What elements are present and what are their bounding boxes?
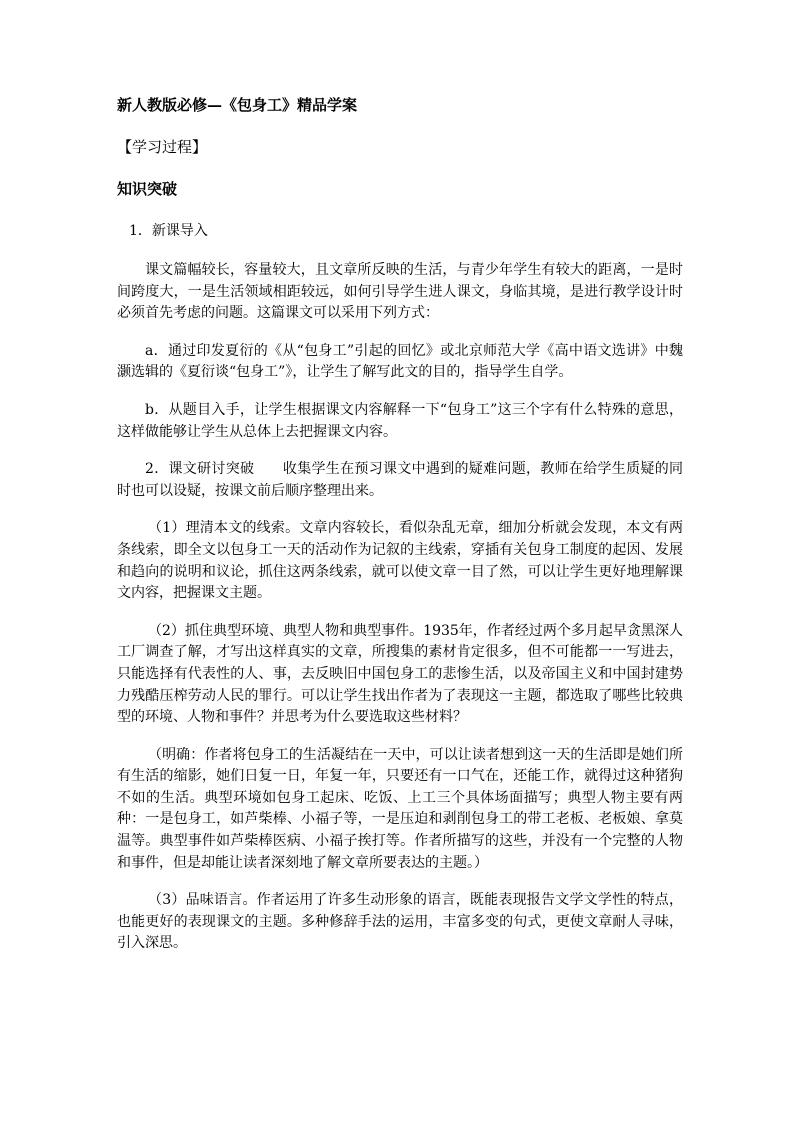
section-label-learning-process: 【学习过程】 bbox=[117, 138, 208, 156]
document-title: 新人教版必修—《包身工》精品学案 bbox=[117, 96, 358, 114]
paragraph-method-b: b．从题目入手，让学生根据课文内容解释一下“包身工”这三个字有什么特殊的意思，这样做能够让学生从总体上去把握课文内容。 bbox=[117, 401, 683, 440]
item-heading-intro: 1．新课导入 bbox=[129, 223, 208, 239]
paragraph-point-2: （2）抓住典型环境、典型人物和典型事件。1935年，作者经过两个多月起早贪黑深人工厂调查了解，才写出这样真实的文章，所搜集的素材肯定很多，但不可能都一一写进去，只能选择有代表性的人、事，去反映旧中国包身工的悲惨生活，以及帝国主义和中国封建势力残酷压榨劳动人民的罪行。可以让学生找出作者为了表现这一主题，都选取了哪些比较典型的环境、人物和事件？并思考为什么要选取这些材料？ bbox=[117, 622, 683, 726]
paragraph-intro-text: 课文篇幅较长，容量较大，且文章所反映的生活，与青少年学生有较大的距离，一是时间跨度大，一是生活领域相距较远，如何引导学生进人课文，身临其境，是进行教学设计时必须首先考虑的问题。这篇课文可以采用下列方式： bbox=[117, 262, 683, 322]
paragraph-point-1: （1）理清本文的线索。文章内容较长，看似杂乱无章，细加分析就会发现，本文有两条线索，即全文以包身工一天的活动作为记叙的主线索，穿插有关包身工制度的起因、发展和趋向的说明和议论，抓住这两条线索，就可以使文章一目了然，可以让学生更好地理解课文内容，把握课文主题。 bbox=[117, 520, 683, 602]
subheading-knowledge: 知识突破 bbox=[117, 180, 178, 198]
document-page bbox=[117, 92, 683, 971]
paragraph-point-3: （3）品味语言。作者运用了许多生动形象的语言，既能表现报告文学文学性的特点，也能更好的表现课文的主题。多种修辞手法的运用，丰富多变的句式，更使文章耐人寻味，引入深思。 bbox=[117, 892, 683, 952]
paragraph-method-a: a．通过印发夏衍的《从“包身工”引起的回忆》或北京师范大学《高中语文选讲》中魏灏选辑的《夏衍谈“包身工”》，让学生了解写此文的目的，指导学生自学。 bbox=[117, 342, 683, 381]
paragraph-study-breakthrough: 2．课文研讨突破 收集学生在预习课文中遇到的疑难问题，教师在给学生质疑的同时也可以设疑，按课文前后顺序整理出来。 bbox=[117, 461, 683, 499]
paragraph-clarification: （明确：作者将包身工的生活凝结在一天中，可以让读者想到这一天的生活即是她们所有生活的缩影，她们日复一日，年复一年，只要还有一口气在，还能工作，就得过这种猪狗不如的生活。典型环境如包身工起床、吃饭、上工三个具体场面描写；典型人物主要有两种：一是包身工，如芦柴棒、小福子等，一是压迫和剥削包身工的带工老板、老板娘、拿莫温等。典型事件如芦柴棒医病、小福子挨打等。作者所描写的这些，并没有一个完整的人物和事件，但是却能让读者深刻地了解文章所要表达的主题。） bbox=[117, 746, 683, 871]
